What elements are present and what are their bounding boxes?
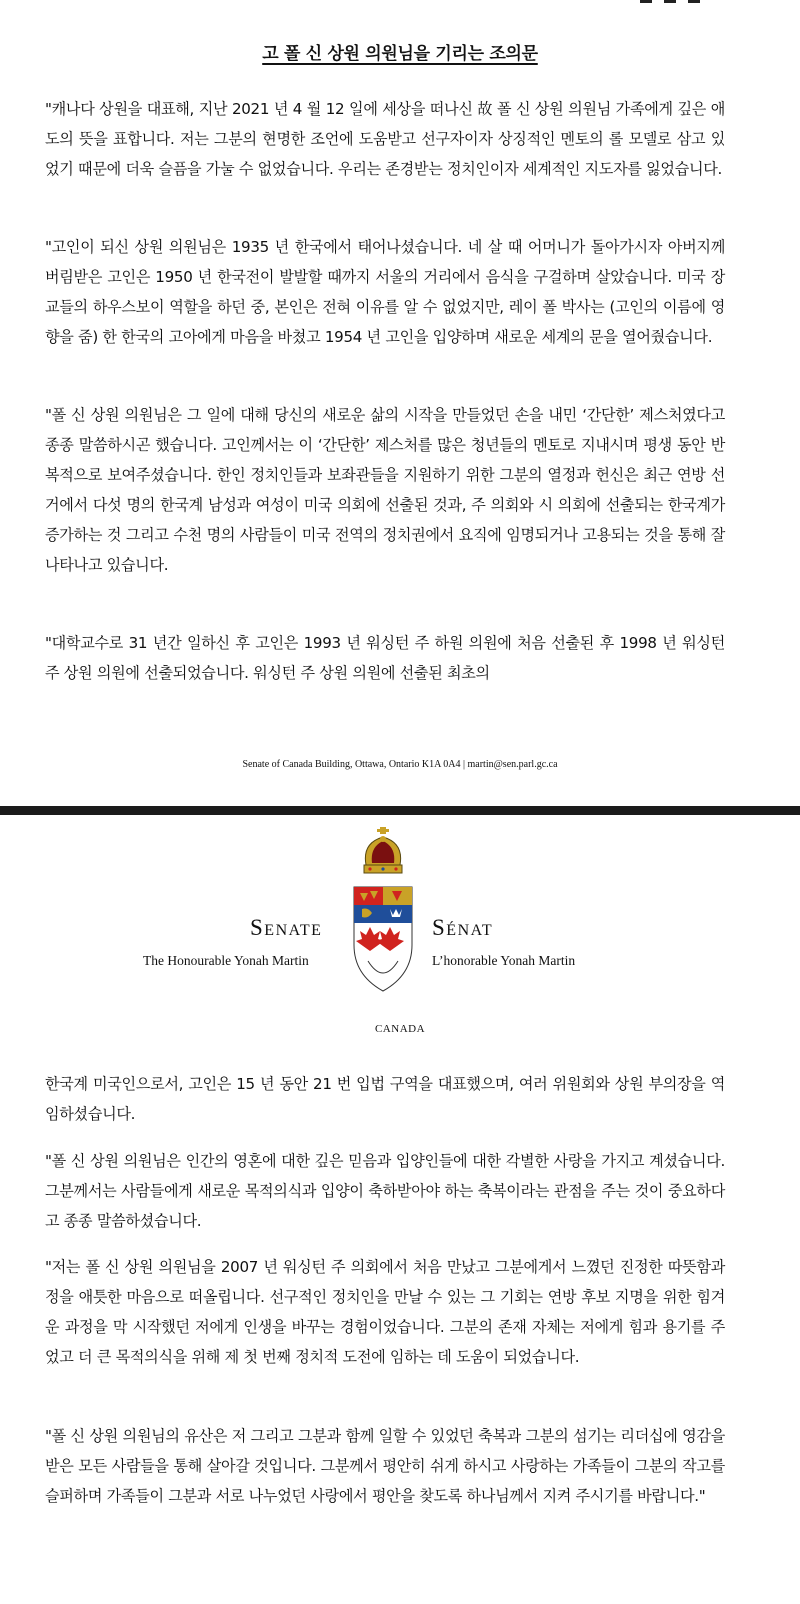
page-title: 고 폴 신 상원 의원님을 기리는 조의문 [262,44,538,64]
paragraph-2: "고인이 되신 상원 의원님은 1935 년 한국에서 태어나셨습니다. 네 살 때 어머니가 돌아가시자 아버지께 버림받은 고인은 1950 년 한국전이 발발할 때까지 서울의 거리에서 음식을 구걸하며 살았습니다. 미국 장교들의 하우스보이 역할을 하던 중, 본인은 전혀 이유를 알 수 없었지만, 레이 폴 박사는 (고인의 이름에 영향을 줌) 한 한국의 고아에게 마음을 바쳤고 1954 년 고인을 입양하며 새로운 세계의 문을 열어줬습니다. [45,238,725,346]
letter-page-2 [0,815,800,1604]
senate-crest-icon [352,825,414,995]
page-top-marks [640,0,700,4]
page-footer: Senate of Canada Building, Ottawa, Ontario K1A 0A4 | martin@sen.parl.gc.ca [242,759,558,770]
paragraph-3: "폴 신 상원 의원님은 그 일에 대해 당신의 새로운 삶의 시작을 만들었던 손을 내민 ‘간단한’ 제스처였다고 종종 말씀하시곤 했습니다. 고인께서는 이 ‘간단한’ 제스처를 많은 청년들의 멘토로 지내시며 평생 동안 반복적으로 보여주셨습니다. 한인 정치인들과 보좌관들을 지원하기 위한 그분의 열정과 헌신은 최근 연방 선거에서 다섯 명의 한국계 남성과 여성이 미국 의회에 선출된 것과, 주 의회와 시 의회에 선출되는 한국계가 증가하는 것 그리고 수천 명의 사람들이 미국 전역의 정치권에서 요직에 임명되거나 고용되는 것을 통해 잘 나타나고 있습니다. [45,406,725,574]
paragraph-8: "폴 신 상원 의원님의 유산은 저 그리고 그분과 함께 일할 수 있었던 축복과 그분의 섬기는 리더십에 영감을 받은 모든 사람들을 통해 살아갈 것입니다. 그분께서 평안히 쉬게 하시고 사랑하는 가족들이 그분의 작고를 슬퍼하며 가족들이 그분과 서로 나누었던 사랑에서 평안을 찾도록 하나님께서 지켜 주시기를 바랍니다." [45,1427,725,1505]
paragraph-7: "저는 폴 신 상원 의원님을 2007 년 워싱턴 주 의회에서 처음 만났고 그분에게서 느꼈던 진정한 따뜻함과 정을 애틋한 마음으로 떠올립니다. 선구적인 정치인을 만날 수 있는 그 기회는 연방 후보 지명을 위한 힘겨운 과정을 막 시작했던 저에게 인생을 바꾸는 경험이었습니다. 그분의 존재 자체는 저에게 힘과 용기를 주었고 더 큰 목적의식을 위해 제 첫 번째 정치적 도전에 임하는 데 도움이 되었습니다. [45,1258,725,1366]
senate-en-label: Senate [250,915,323,940]
paragraph-6: "폴 신 상원 의원님은 인간의 영혼에 대한 깊은 믿음과 입양인들에 대한 각별한 사랑을 가지고 계셨습니다. 그분께서는 사람들에게 새로운 목적의식과 입양이 축하받아야 하는 축복이라는 관점을 주는 것이 중요하다고 종종 말씀하셨습니다. [45,1152,725,1230]
page-divider [0,806,800,815]
paragraph-4: "대학교수로 31 년간 일하신 후 고인은 1993 년 워싱턴 주 하원 의원에 처음 선출된 후 1998 년 워싱턴 주 상원 의원에 선출되었습니다. 워싱턴 주 상원 의원에 선출된 최초의 [45,634,725,682]
canada-label: CANADA [374,1023,426,1035]
senator-fr-name: L’honorable Yonah Martin [432,953,576,968]
senator-en-name: The Honourable Yonah Martin [143,953,309,968]
senate-fr-label: Sénat [432,915,494,940]
paragraph-1: "캐나다 상원을 대표해, 지난 2021 년 4 월 12 일에 세상을 떠나신 故 폴 신 상원 의원님 가족에게 깊은 애도의 뜻을 표합니다. 저는 그분의 현명한 조언에 도움받고 선구자이자 상징적인 멘토의 롤 모델로 삼고 있었기 때문에 더욱 슬픔을 가눌 수 없었습니다. 우리는 존경받는 정치인이자 세계적인 지도자를 잃었습니다. [45,100,725,178]
paragraph-5: 한국계 미국인으로서, 고인은 15 년 동안 21 번 입법 구역을 대표했으며, 여러 위원회와 상원 부의장을 역임하셨습니다. [45,1075,725,1123]
